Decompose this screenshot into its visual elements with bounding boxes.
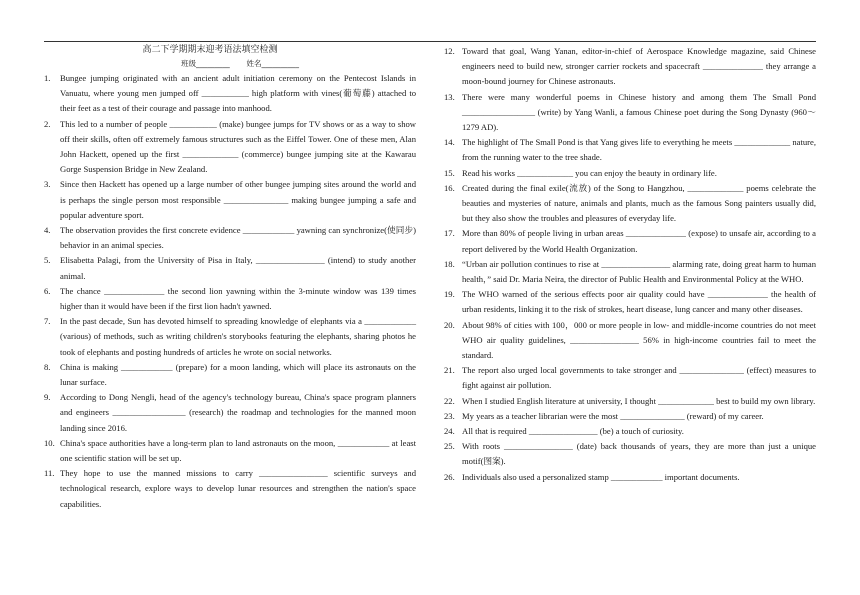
page-title: 高二下学期期末迎考语法填空检测 xyxy=(142,45,278,55)
question-item xyxy=(444,181,816,227)
question-item xyxy=(44,360,416,390)
question-text: They hope to use the manned missions to carry ________________ scientific surveys and technological research, explore ways to develop lunar resources and strengthen the nation's space capabilities. xyxy=(60,468,416,509)
question-item xyxy=(444,470,816,485)
question-text: The WHO warned of the serious effects poor air quality could have ______________ the health of urban residents, linking it to the risk of strokes, heart disease, lung cancer and many other diseases. xyxy=(462,289,816,315)
question-text: There were many wonderful poems in Chinese history and among them The Small Pond _________________ (write) by Yang Wanli, a famous Chinese poet during the Song Dynasty (960～1279 AD). xyxy=(462,91,816,133)
question-text: In the past decade, Sun has devoted himself to spreading knowledge of elephants via a ____________ (various) of methods, such as writing children's storybooks featuring the elephants, sharing photos he took of elephants and posting hundreds of articles he wrote on social networks. xyxy=(60,316,416,357)
question-item xyxy=(444,135,816,165)
question-number: 5. xyxy=(44,255,51,266)
right-column xyxy=(444,44,816,485)
question-text: The observation provides the first concrete evidence ____________ yawning can synchronize(使同步) behavior in an animal species. xyxy=(60,225,416,251)
question-number: 7. xyxy=(44,316,51,327)
question-item xyxy=(444,424,816,439)
question-text: Bungee jumping originated with an ancient adult initiation ceremony on the Pentecost Islands in Vanuatu, where young men jumped off ___________ high platform with vines(葡萄藤) attached to their feet as a test of their courage and passage into manhood. xyxy=(60,73,416,114)
question-number: 18. xyxy=(444,258,455,269)
question-number: 3. xyxy=(44,179,51,190)
left-column xyxy=(44,44,416,512)
question-number: 17. xyxy=(444,228,455,239)
question-text: My years as a teacher librarian were the most _______________ (reward) of my career. xyxy=(462,410,764,421)
question-number: 9. xyxy=(44,392,51,403)
question-text: The chance ______________ the second lion yawning within the 3-minute window was 139 times higher than it would have been if the first lion hadn't yawned. xyxy=(60,285,416,312)
question-number: 10. xyxy=(44,437,55,448)
question-text: China is making ____________ (prepare) for a moon landing, which will place its astronauts on the lunar surface. xyxy=(60,361,416,388)
top-divider xyxy=(44,41,816,42)
question-item xyxy=(44,177,416,223)
question-item xyxy=(44,223,416,253)
question-text: All that is required ________________ (be) a touch of curiosity. xyxy=(462,426,684,437)
question-text: The highlight of The Small Pond is that Yang gives life to everything he meets _____________ nature, from the running water to the tree shade. xyxy=(462,137,816,163)
name-label: 姓名__________ xyxy=(246,59,300,68)
question-text: Created during the final exile(流放) of the Song to Hangzhou, _____________ poems celebrate the beauties and mysteries of nature, animals and plants, much as the famous Song painters usually did, but they also show the troubles and pleasures of everyday life. xyxy=(462,182,816,224)
question-text: Elisabetta Palagi, from the University of Pisa in Italy, ________________ (intend) to study another animal. xyxy=(60,255,416,281)
question-text: “Urban air pollution continues to rise at ________________ alarming rate, doing great harm to human health，” said Dr. Maria Neira, the director of Public Health and Environmental Policy at the WHO. xyxy=(462,258,816,285)
question-item xyxy=(444,257,816,287)
question-number: 11. xyxy=(44,468,55,479)
question-text: More than 80% of people living in urban areas ______________ (expose) to unsafe air, according to a report delivered by the World Health Organization. xyxy=(462,228,816,254)
question-text: Individuals also used a personalized stamp ____________ important documents. xyxy=(462,471,740,482)
question-text: Since then Hackett has opened up a large number of other bungee jumping sites around the world and is perhaps the single person most responsible _______________ making bungee jumping a safe and popular adventure sport. xyxy=(60,179,416,220)
question-number: 19. xyxy=(444,289,455,300)
question-number: 12. xyxy=(444,46,455,56)
question-number: 20. xyxy=(444,319,455,330)
question-item xyxy=(44,253,416,283)
question-item xyxy=(444,394,816,409)
question-number: 2. xyxy=(44,118,51,129)
question-item xyxy=(44,314,416,360)
question-number: 8. xyxy=(44,361,51,372)
question-text: This led to a number of people ___________ (make) bungee jumps for TV shows or as a way to show off their skills, often off extremely famous structures such as the Eiffel Tower. One of these men, Alan John Hackett, opened up the first _____________ (commerce) bungee jumping site at the Kawarau Gorge Suspension Bridge in New Zealand. xyxy=(60,118,416,175)
question-item xyxy=(44,466,416,512)
question-number: 25. xyxy=(444,441,455,452)
question-text: About 98% of cities with 100，000 or more people in low- and middle-income countries do not meet WHO air quality guidelines, ________________ 56% in high-income countries fail to meet the standard. xyxy=(462,319,816,361)
question-item xyxy=(444,287,816,317)
question-item xyxy=(44,436,416,466)
question-item xyxy=(444,409,816,424)
question-number: 14. xyxy=(444,137,455,148)
question-list-right xyxy=(444,44,816,485)
question-number: 22. xyxy=(444,395,455,406)
question-item xyxy=(44,390,416,436)
question-text: According to Dong Nengli, head of the agency's technology bureau, China's space program planners and engineers _________________ (research) the roadmap and technologies for the manned moon landing since 2016. xyxy=(60,392,416,433)
question-item xyxy=(444,166,816,181)
question-number: 21. xyxy=(444,365,455,376)
question-item xyxy=(444,363,816,393)
question-number: 13. xyxy=(444,91,455,102)
question-text: When I studied English literature at university, I thought _____________ best to build my own library. xyxy=(462,395,816,406)
question-number: 24. xyxy=(444,426,455,437)
question-item xyxy=(444,44,816,90)
question-list-left xyxy=(44,71,416,512)
question-number: 26. xyxy=(444,471,455,482)
question-item xyxy=(444,226,816,256)
question-text: Read his works _____________ you can enjoy the beauty in ordinary life. xyxy=(462,167,717,178)
question-text: The report also urged local governments to take stronger and _______________ (effect) measures to fight against air pollution. xyxy=(462,365,816,391)
question-item xyxy=(44,284,416,314)
question-text: China's space authorities have a long-term plan to land astronauts on the moon, ____________ at least one scientific station will be set up. xyxy=(60,437,416,464)
question-number: 4. xyxy=(44,225,51,236)
question-text: Toward that goal, Wang Yanan, editor-in-chief of Aerospace Knowledge magazine, said Chinese engineers need to build new, stronger carrier rockets and spacecraft ______________ they arrange a moon-bound journey for Chinese astronauts. xyxy=(462,46,816,87)
question-text: With roots ________________ (date) back thousands of years, they are more than just a unique motif(图案). xyxy=(462,441,816,467)
question-item xyxy=(44,71,416,117)
question-number: 6. xyxy=(44,285,51,296)
question-item xyxy=(444,318,816,364)
question-item xyxy=(444,90,816,136)
class-label: 班级_________ xyxy=(180,59,230,68)
question-number: 1. xyxy=(44,73,51,83)
question-number: 23. xyxy=(444,410,455,421)
question-item xyxy=(444,439,816,469)
question-number: 16. xyxy=(444,182,455,193)
question-item xyxy=(44,117,416,178)
student-info xyxy=(64,57,416,70)
question-number: 15. xyxy=(444,167,455,178)
